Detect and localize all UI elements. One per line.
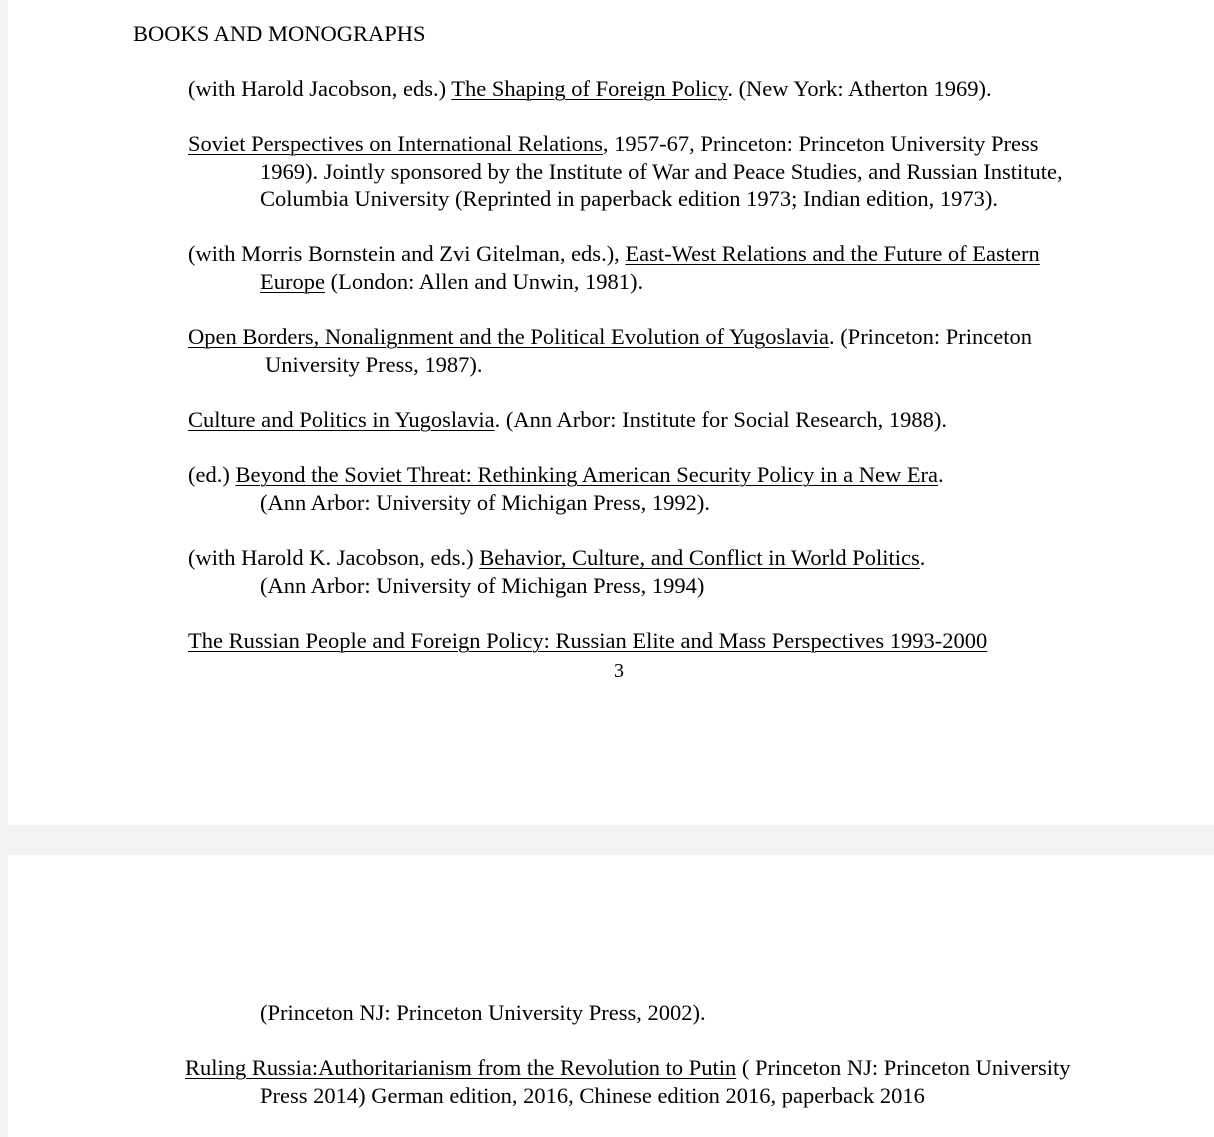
entry-publication: . (New York: Atherton 1969). bbox=[727, 76, 992, 101]
entry-title: Ruling Russia:Authoritarianism from the Revolution to Putin bbox=[185, 1055, 737, 1080]
bibliography-entry bbox=[188, 627, 987, 655]
entry-continuation: Columbia University (Reprinted in paperback edition 1973; Indian edition, 1973). bbox=[260, 186, 998, 212]
entry-title: The Shaping of Foreign Policy bbox=[451, 76, 728, 101]
bibliography-entry bbox=[188, 461, 944, 516]
page-number: 3 bbox=[614, 660, 624, 682]
entry-continuation: (Princeton NJ: Princeton University Press, 2002). bbox=[260, 1000, 706, 1025]
entry-publication: , 1957-67, Princeton: Princeton University Press bbox=[602, 131, 1039, 156]
entry-publication: (London: Allen and Unwin, 1981). bbox=[324, 268, 644, 294]
entry-publication: . bbox=[938, 462, 944, 487]
bibliography-entry bbox=[185, 1054, 1071, 1109]
entry-continuation: University Press, 1987). bbox=[265, 351, 483, 377]
entry-title: The Russian People and Foreign Policy: Russian Elite and Mass Perspectives 1993-2000 bbox=[188, 628, 988, 653]
entry-prefix: (with Harold Jacobson, eds.) bbox=[188, 76, 452, 101]
bibliography-entry bbox=[188, 406, 947, 434]
entry-title: Europe bbox=[260, 268, 325, 294]
entry-publication: ( Princeton NJ: Princeton University bbox=[736, 1055, 1071, 1080]
entry-continuation: Press 2014) German edition, 2016, Chinese edition 2016, paperback 2016 bbox=[260, 1082, 925, 1108]
section-heading: BOOKS AND MONOGRAPHS bbox=[133, 21, 426, 46]
entry-continuation: (Ann Arbor: University of Michigan Press, 1994) bbox=[260, 572, 705, 598]
entry-continuation: 1969). Jointly sponsored by the Institute of War and Peace Studies, and Russian Institute, bbox=[260, 158, 1063, 184]
bibliography-entry bbox=[188, 75, 992, 103]
entry-title: Culture and Politics in Yugoslavia bbox=[188, 407, 495, 432]
entry-continuation: (Ann Arbor: University of Michigan Press, 1992). bbox=[260, 489, 710, 515]
document-page-2 bbox=[8, 855, 1214, 1137]
entry-prefix: (ed.) bbox=[188, 462, 236, 487]
entry-prefix: (with Morris Bornstein and Zvi Gitelman, eds.), bbox=[188, 241, 626, 266]
entry-title: East-West Relations and the Future of Eastern bbox=[625, 241, 1040, 266]
bibliography-entry bbox=[188, 130, 1063, 213]
entry-title: Beyond the Soviet Threat: Rethinking American Security Policy in a New Era bbox=[235, 462, 939, 487]
bibliography-entry bbox=[188, 544, 925, 599]
entry-publication: . (Ann Arbor: Institute for Social Research, 1988). bbox=[494, 407, 948, 432]
entry-prefix: (with Harold K. Jacobson, eds.) bbox=[188, 545, 480, 570]
bibliography-entry bbox=[188, 323, 1032, 378]
bibliography-entry-continued bbox=[188, 999, 706, 1027]
bibliography-entry bbox=[188, 240, 1040, 295]
entry-title: Behavior, Culture, and Conflict in World Politics bbox=[479, 545, 920, 570]
entry-publication: . bbox=[919, 545, 926, 570]
entry-title: Open Borders, Nonalignment and the Political Evolution of Yugoslavia bbox=[188, 324, 829, 349]
entry-title: Soviet Perspectives on International Relations bbox=[188, 131, 603, 156]
document-page-1 bbox=[8, 0, 1214, 825]
entry-publication: . (Princeton: Princeton bbox=[828, 324, 1033, 349]
